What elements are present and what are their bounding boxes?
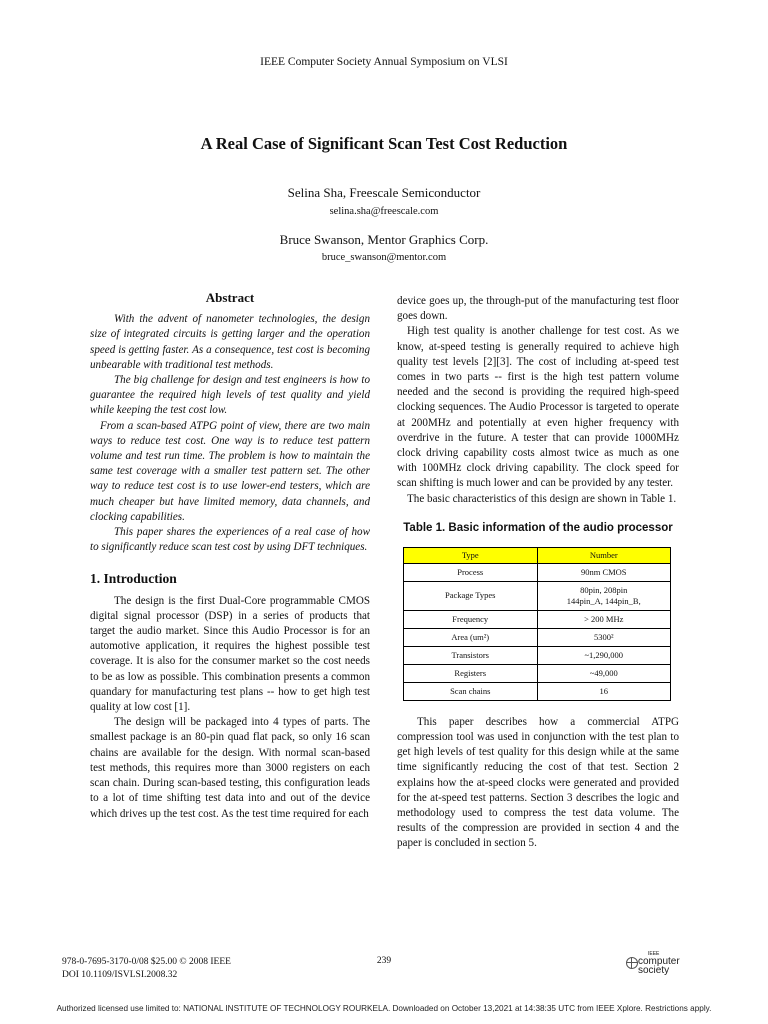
body-paragraph: device goes up, the through-put of the manufacturing test floor goes down. — [397, 295, 679, 323]
table-row — [404, 682, 671, 700]
conference-header: IEEE Computer Society Annual Symposium on VLSI — [260, 56, 508, 68]
table-cell: Package Types — [404, 581, 538, 610]
author-name-1: Selina Sha, Freescale Semiconductor — [287, 185, 481, 200]
footer-isbn: 978-0-7695-3170-0/08 $25.00 © 2008 IEEE — [62, 957, 231, 967]
table-cell: 90nm CMOS — [537, 563, 671, 581]
body-paragraph: High test quality is another challenge for test cost. As we know, at-speed testing is generally required to achieve high quality test levels [2][3]. The cost of including at-speed test comes in two parts -- first is the high test pattern volume needed and the second is providing the required high-speed clocking sequences. The Audio Processor is targeted to operate at 200MHz and potentially at even higher frequency with overdrive in the future. A tester that can provide 1000MHz clock driving capability costs almost twice as much as one with 100MHz clock driving capability. The clock speed for scan shifting is much lower and can be provided by any tester. — [397, 325, 679, 490]
license-notice: Authorized licensed use limited to: NATIONAL INSTITUTE OF TECHNOLOGY ROURKELA. Downloaded on October 13,2021 at 14:38:35 UTC from IEEE Xplore. Restrictions apply. — [56, 1004, 712, 1013]
table-cell: ~1,290,000 — [537, 646, 671, 664]
logo-society-text — [638, 957, 680, 975]
table-cell: Transistors — [404, 646, 538, 664]
table-cell: Process — [404, 563, 538, 581]
abstract-paragraph: This paper shares the experiences of a real case of how to significantly reduce scan test cost by using DFT techniques. — [90, 526, 370, 554]
table-row — [404, 581, 671, 610]
table-row — [404, 664, 671, 682]
introduction-heading: 1. Introduction — [90, 571, 177, 587]
table-cell: 16 — [537, 682, 671, 700]
table-cell: 80pin, 208pin 144pin_A, 144pin_B, — [537, 581, 671, 610]
table-caption: Table 1. Basic information of the audio processor — [403, 521, 673, 534]
body-paragraph: This paper describes how a commercial ATPG compression tool was used in conjunction with the test plan to get high levels of test quality for this design while at the same time significantly reducing the cost of that test. Section 2 explains how the at-speed clocks were generated and provided for the at-speed test patterns. Section 3 describes the logic and methodology used to compress the test data volume. The results of the compression are provided in section 4 and the paper is concluded in section 5. — [397, 715, 679, 850]
abstract-paragraph: The big challenge for design and test engineers is how to guarantee the required high levels of test quality and yield while keeping the test cost low. — [90, 374, 370, 417]
ieee-computer-society-logo — [626, 951, 696, 979]
table-row — [404, 628, 671, 646]
left-column — [90, 290, 370, 822]
author-email-2: bruce_swanson@mentor.com — [321, 252, 447, 263]
table-header-cell: Type — [404, 547, 538, 563]
abstract-heading: Abstract — [205, 290, 255, 305]
table-cell: Scan chains — [404, 682, 538, 700]
table-cell: Frequency — [404, 610, 538, 628]
introduction-section — [90, 571, 370, 821]
globe-icon — [626, 957, 638, 969]
abstract-paragraph: With the advent of nanometer technologies, the design size of integrated circuits is getting larger and the operation speed is getting faster. As a consequence, test cost is becoming unbearable with traditional test methods. — [90, 313, 370, 371]
author-email-1: selina.sha@freescale.com — [329, 206, 439, 217]
table-header-row — [404, 547, 671, 563]
right-column — [397, 294, 679, 852]
table-header-cell: Number — [537, 547, 671, 563]
logo-ieee-text: IEEE — [648, 951, 660, 957]
table-cell: 5300² — [537, 628, 671, 646]
info-table — [403, 547, 671, 701]
body-paragraph: The design is the first Dual-Core programmable CMOS digital signal processor (DSP) in a series of products that target the audio market. Since this Audio Processor is for an automotive application, it requires the highest possible test coverage. It is also for the consumer market so the cost needs to be as low as possible. This combination presents a common quandary for manufacturing test plans -- how to get high test quality at low cost [1]. — [90, 594, 370, 714]
author-name-2: Bruce Swanson, Mentor Graphics Corp. — [279, 232, 489, 247]
body-paragraph: The design will be packaged into 4 types of parts. The smallest package is an 80-pin quad flat pack, so only 16 scan chains are available for the design. With normal scan-based test methods, this requires more than 3000 registers on each scan chain. During scan-based testing, this configuration leads to a lot of time shifting test data into and out of the device which drives up the test cost. As the test time required for each — [90, 716, 370, 820]
table-row — [404, 646, 671, 664]
logo-line-2: society — [638, 965, 670, 976]
footer-doi: DOI 10.1109/ISVLSI.2008.32 — [62, 970, 178, 980]
logo-line-1: computer — [638, 956, 680, 967]
table-cell: Registers — [404, 664, 538, 682]
abstract-paragraph: From a scan-based ATPG point of view, there are two main ways to reduce test cost. One way is to reduce test pattern volume and test run time. The problem is how to maintain the same test coverage with a smaller test pattern set. The other way to reduce test cost is to use lower-end testers, which are much cheaper but have limited memory, data channels, and clocking capabilities. — [90, 419, 370, 523]
table-cell: > 200 MHz — [537, 610, 671, 628]
page-number: 239 — [376, 956, 392, 966]
body-paragraph: The basic characteristics of this design are shown in Table 1. — [407, 492, 677, 505]
table-cell: Area (um²) — [404, 628, 538, 646]
paper-title: A Real Case of Significant Scan Test Cost Reduction — [200, 134, 568, 153]
table-cell: ~49,000 — [537, 664, 671, 682]
abstract-section — [90, 290, 370, 555]
table-row — [404, 610, 671, 628]
table-row — [404, 563, 671, 581]
